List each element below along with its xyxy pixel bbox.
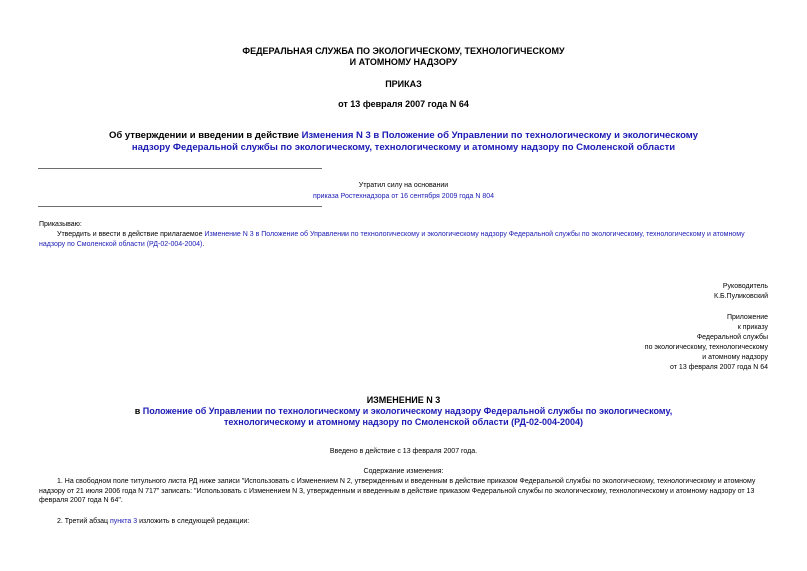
item2-link[interactable]: пункта 3 [110, 518, 138, 525]
amendment-heading: ИЗМЕНЕНИЕ N 3 [366, 395, 441, 405]
repeal-link-wrap [0, 192, 807, 201]
change-item-2 [39, 517, 772, 527]
signature [468, 282, 768, 302]
amendment-link-part-2[interactable]: технологическому и атомному надзору по Смоленской области (РД-02-004-2004) [223, 417, 584, 427]
appendix-line: Приложение [726, 314, 768, 321]
title-line-2 [0, 142, 807, 154]
amendment-line-1 [0, 406, 807, 417]
agency-name [0, 46, 807, 68]
title-link-part-1[interactable]: Изменения N 3 в Положение об Управлении по технологическому и экологическому [301, 130, 698, 141]
appendix-line: к приказу [737, 324, 768, 331]
contents-title: Содержание изменения: [363, 468, 444, 475]
doc-date: от 13 февраля 2007 года N 64 [338, 99, 469, 109]
appendix-line: и атомному надзору [702, 354, 768, 361]
signature-position: Руководитель [722, 283, 768, 290]
appendix-line: Федеральной службы [696, 334, 768, 341]
appendix-line: по экологическому, технологическому [644, 344, 768, 351]
effective-date: Введено в действие с 13 февраля 2007 года. [329, 448, 478, 455]
order-command: Приказываю: [39, 221, 82, 228]
amendment-line-2 [0, 417, 807, 428]
separator-top [38, 168, 322, 169]
document-title [0, 130, 807, 154]
repeal-link[interactable]: приказа Ростехнадзора от 16 сентября 2009 года N 804 [312, 193, 495, 200]
amendment-subject [0, 406, 807, 428]
amendment-prefix: в [134, 406, 143, 416]
appendix-block [468, 313, 768, 373]
item2-start: 2. Третий абзац [57, 518, 110, 525]
title-line-1 [0, 130, 807, 142]
item2-end: изложить в следующей редакции: [137, 518, 250, 525]
separator-bottom [38, 206, 322, 207]
order-text-end: . [202, 240, 205, 248]
repeal-note: Утратил силу на основании [358, 182, 449, 189]
agency-line-2: И АТОМНОМУ НАДЗОРУ [349, 57, 458, 67]
order-text [39, 230, 772, 249]
title-prefix: Об утверждении и введении в действие [109, 130, 302, 141]
order-text-start: Утвердить и ввести в действие прилагаемое [57, 231, 205, 238]
amendment-link-part-1[interactable]: Положение об Управлении по технологическому и экологическому надзору Федеральной службы по экологическому, [142, 406, 673, 416]
title-link-part-2[interactable]: надзору Федеральной службы по экологическому, технологическому и атомному надзору по Смоленской области [131, 142, 676, 153]
agency-line-1: ФЕДЕРАЛЬНАЯ СЛУЖБА ПО ЭКОЛОГИЧЕСКОМУ, ТЕХНОЛОГИЧЕСКОМУ [242, 46, 565, 56]
change-item-1: 1. На свободном поле титульного листа РД ниже записи "Использовать с Изменением N 2, утвержденным и введенным в действие приказом Федеральной службы по экологическому, технологическому и атомному надзору от 21 июля 2006 года N 717" записать: "Использовать с Изменением N 3, утвержденным и введенным в действие приказом Федеральной службы по экологическому, технологическому и атомному надзору от 13 февраля 2007 года N 64". [39, 478, 756, 504]
appendix-line: от 13 февраля 2007 года N 64 [670, 364, 768, 371]
doc-type: ПРИКАЗ [385, 79, 422, 89]
signature-name: К.Б.Пуликовский [714, 293, 768, 300]
order-link[interactable]: Изменение N 3 в Положение об Управлении по технологическому и экологическому надзору Федеральной службы по экологическому, технологическому и атомному надзору по Смоленской области (РД-02-004-2004) [39, 231, 745, 248]
